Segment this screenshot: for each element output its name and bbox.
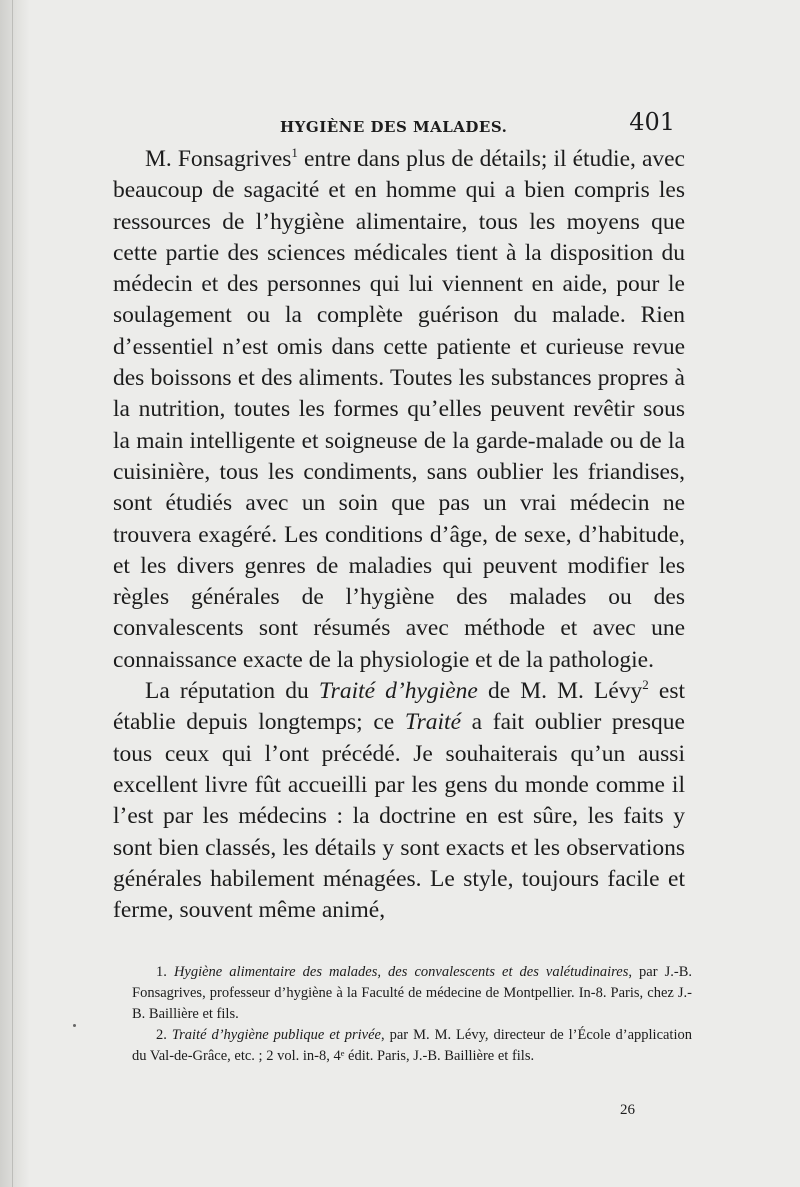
footnote-1-number: 1. bbox=[156, 964, 167, 980]
footnote-1 bbox=[132, 962, 692, 1025]
main-text bbox=[113, 144, 685, 926]
p2-book-title-short: Traité bbox=[404, 709, 462, 736]
footnote-2-number: 2. bbox=[156, 1027, 167, 1043]
p1-text: entre dans plus de détails; il étudie, avec beaucoup de sagacité et en homme qui a bien compris les ressources de l’hygiène alimentaire, tous les moyens que cette partie des sciences médicales tient à la disposition du médecin et des personnes qui lui viennent en aide, pour le soulagement ou la complète guérison du malade. Rien d’essentiel n’est omis dans cette patiente et curieuse revue des boissons et des aliments. Toutes les substances propres à la nutrition, toutes les formes qu’elles peuvent revêtir sous la main intelligente et soigneuse de la garde-malade ou de la cuisinière, tous les condiments, sans oublier les friandises, sont étudiés avec un soin que pas un vrai médecin ne trouvera exagéré. Les conditions d’âge, de sexe, d’habitude, et les divers genres de maladies qui peuvent modifier les règles générales de l’hygiène des malades ou des convalescents sont résumés avec méthode et avec une connaissance exacte de la physiologie et de la pathologie. bbox=[113, 146, 685, 673]
p2-start: La réputation du bbox=[145, 678, 319, 705]
footnotes bbox=[132, 962, 692, 1067]
p2-author: de M. M. Lévy bbox=[477, 678, 643, 705]
footnote-ref-2: 2 bbox=[642, 677, 649, 693]
paper-speck bbox=[73, 1024, 76, 1027]
footnote-2-text: , par M. M. Lévy, directeur de l’École d’application du Val-de-Grâce, etc. ; 2 vol. in-8, 4ᵉ édit. Paris, J.-B. Baillière et fils. bbox=[132, 1027, 692, 1064]
p2-book-title: Traité d’hygiène bbox=[318, 678, 478, 705]
running-head: HYGIÈNE DES MALADES. bbox=[280, 118, 508, 136]
footnote-2-title: Traité d’hygiène publique et privée bbox=[171, 1027, 381, 1043]
footnote-1-title: Hygiène alimentaire des malades, des convalescents et des valétudinaires bbox=[173, 964, 629, 980]
page-number: 401 bbox=[629, 108, 675, 136]
paragraph-1 bbox=[113, 144, 685, 676]
page-header bbox=[110, 108, 685, 144]
page-gutter-shadow bbox=[0, 0, 30, 1187]
gutter-edge-line bbox=[12, 0, 13, 1187]
p2-mid: est établie depuis longtemps; ce bbox=[113, 678, 685, 736]
paragraph-2 bbox=[113, 676, 685, 926]
p2-text: a fait oublier presque tous ceux qui l’ont précédé. Je souhaiterais qu’un aussi excellent livre fût accueilli par les gens du monde comme il l’est par les médecins : la doctrine en est sûre, les faits y sont bien classés, les détails y sont exacts et les observations générales habilement ménagées. Le style, toujours facile et ferme, souvent même animé, bbox=[113, 709, 685, 924]
footnote-ref-1: 1 bbox=[291, 145, 298, 161]
footnote-2 bbox=[132, 1025, 692, 1067]
signature-mark: 26 bbox=[620, 1102, 635, 1118]
footnote-1-text: , par J.-B. Fonsagrives, professeur d’hygiène à la Faculté de médecine de Montpellier. In-8. Paris, chez J.-B. Baillière et fils. bbox=[132, 964, 693, 1022]
p1-start: M. Fonsagrives bbox=[145, 146, 292, 172]
